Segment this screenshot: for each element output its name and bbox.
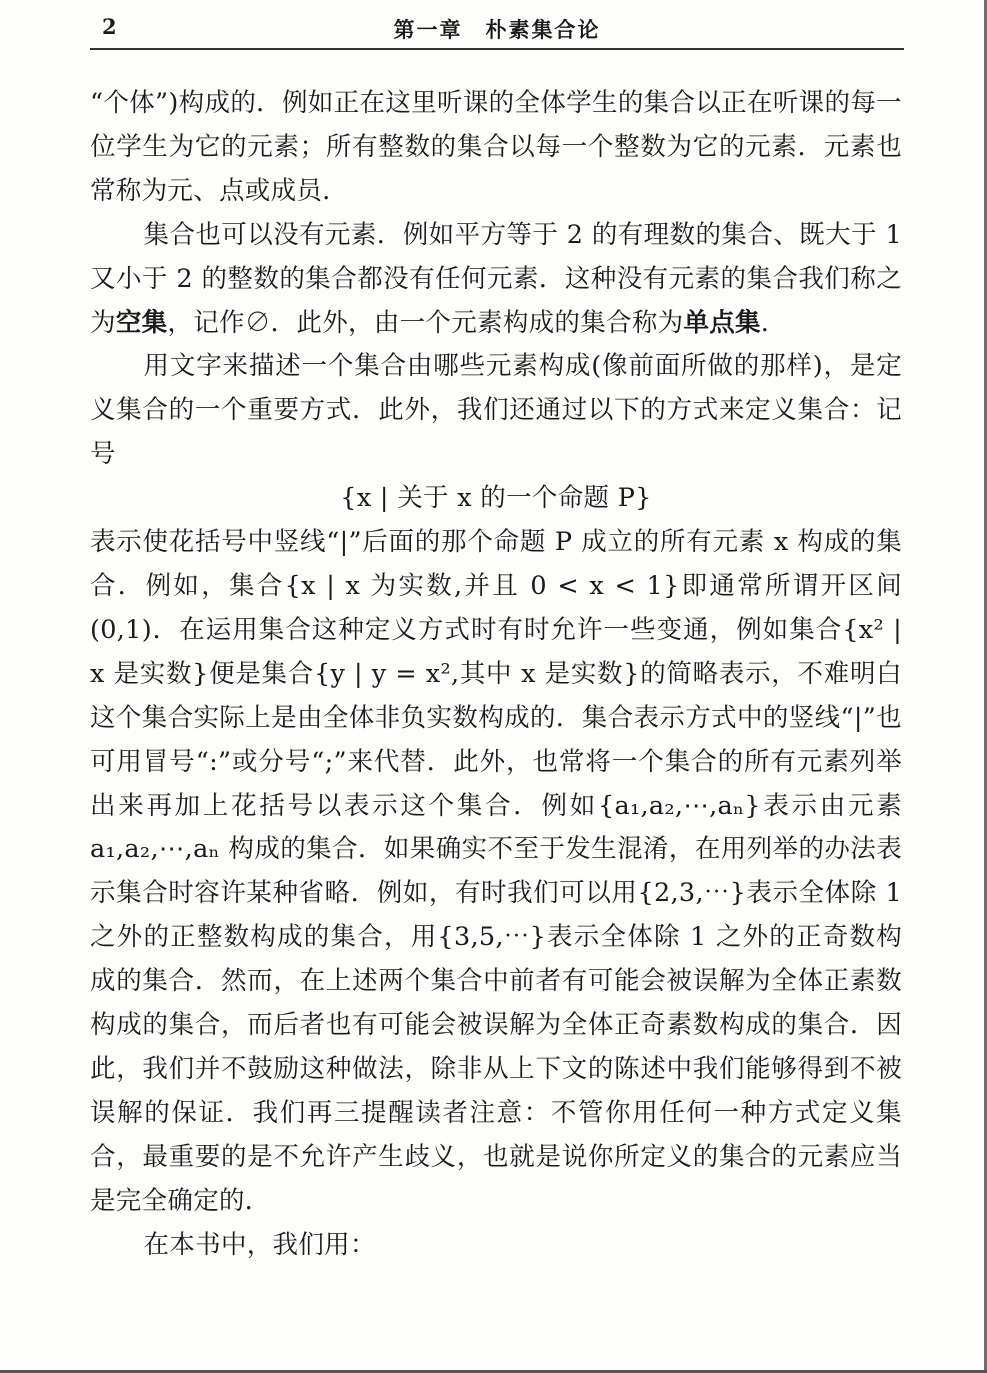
paragraph-4: 表示使花括号中竖线“|”后面的那个命题 P 成立的所有元素 x 构成的集合．例如，集合{x | x 为实数,并且 0 < x < 1}即通常所谓开区间(0,1)．在运用集合这种定义方式时有时允许一些变通，例如集合{x² | x 是实数}便是集合{y | y = x²,其中 x 是实数}的简略表示，不难明白这个集合实际上是由全体非负实数构成的．集合表示方式中的竖线“|”也可用冒号“:”或分号“;”来代替．此外，也常将一个集合的所有元素列举出来再加上花括号以表示这个集合．例如{a₁,a₂,⋯,aₙ}表示由元素 a₁,a₂,⋯,aₙ 构成的集合．如果确实不至于发生混淆，在用列举的办法表示集合时容许某种省略．例如，有时我们可以用{2,3,⋯}表示全体除 1 之外的正整数构成的集合，用{3,5,⋯}表示全体除 1 之外的正奇数构成的集合．然而，在上述两个集合中前者有可能会被误解为全体正素数构成的集合，而后者也有可能会被误解为全体正奇素数构成的集合．因此，我们并不鼓励这种做法，除非从上下文的陈述中我们能够得到不被误解的保证．我们再三提醒读者注意：不管你用任何一种方式定义集合，最重要的是不允许产生歧义，也就是说你所定义的集合的元素应当是完全确定的． bbox=[90, 527, 902, 1216]
page-body bbox=[90, 82, 902, 1267]
chapter-title: 第一章 朴素集合论 bbox=[393, 17, 601, 42]
term-singleton: 单点集 bbox=[683, 307, 761, 338]
paragraph-2-text-e: ． bbox=[760, 307, 787, 338]
running-header bbox=[90, 10, 904, 44]
header-rule bbox=[90, 48, 904, 50]
term-empty-set: 空集 bbox=[115, 307, 168, 338]
page-number: 2 bbox=[102, 14, 117, 39]
paragraph-1: “个体”)构成的．例如正在这里听课的全体学生的集合以正在听课的每一位学生为它的元素；所有整数的集合以每一个整数为它的元素．元素也常称为元、点或成员． bbox=[90, 88, 902, 206]
paragraph-2-text-a: 集合也可以没有元素．例如平方等于 2 的有理数的集合、既大于 1 又小于 2 的整数的集合都没有任何元素．这种没有元素的集合我们称之为 bbox=[90, 219, 902, 338]
paragraph-5: 在本书中，我们用： bbox=[143, 1229, 376, 1260]
paragraph-2 bbox=[90, 214, 902, 346]
paragraph-3: 用文字来描述一个集合由哪些元素构成(像前面所做的那样)，是定义集合的一个重要方式．此外，我们还通过以下的方式来定义集合：记号 bbox=[90, 351, 902, 470]
paragraph-2-text-c: ，记作∅．此外，由一个元素构成的集合称为 bbox=[167, 307, 684, 338]
set-builder-formula: {x | 关于 x 的一个命题 P} bbox=[340, 483, 652, 514]
